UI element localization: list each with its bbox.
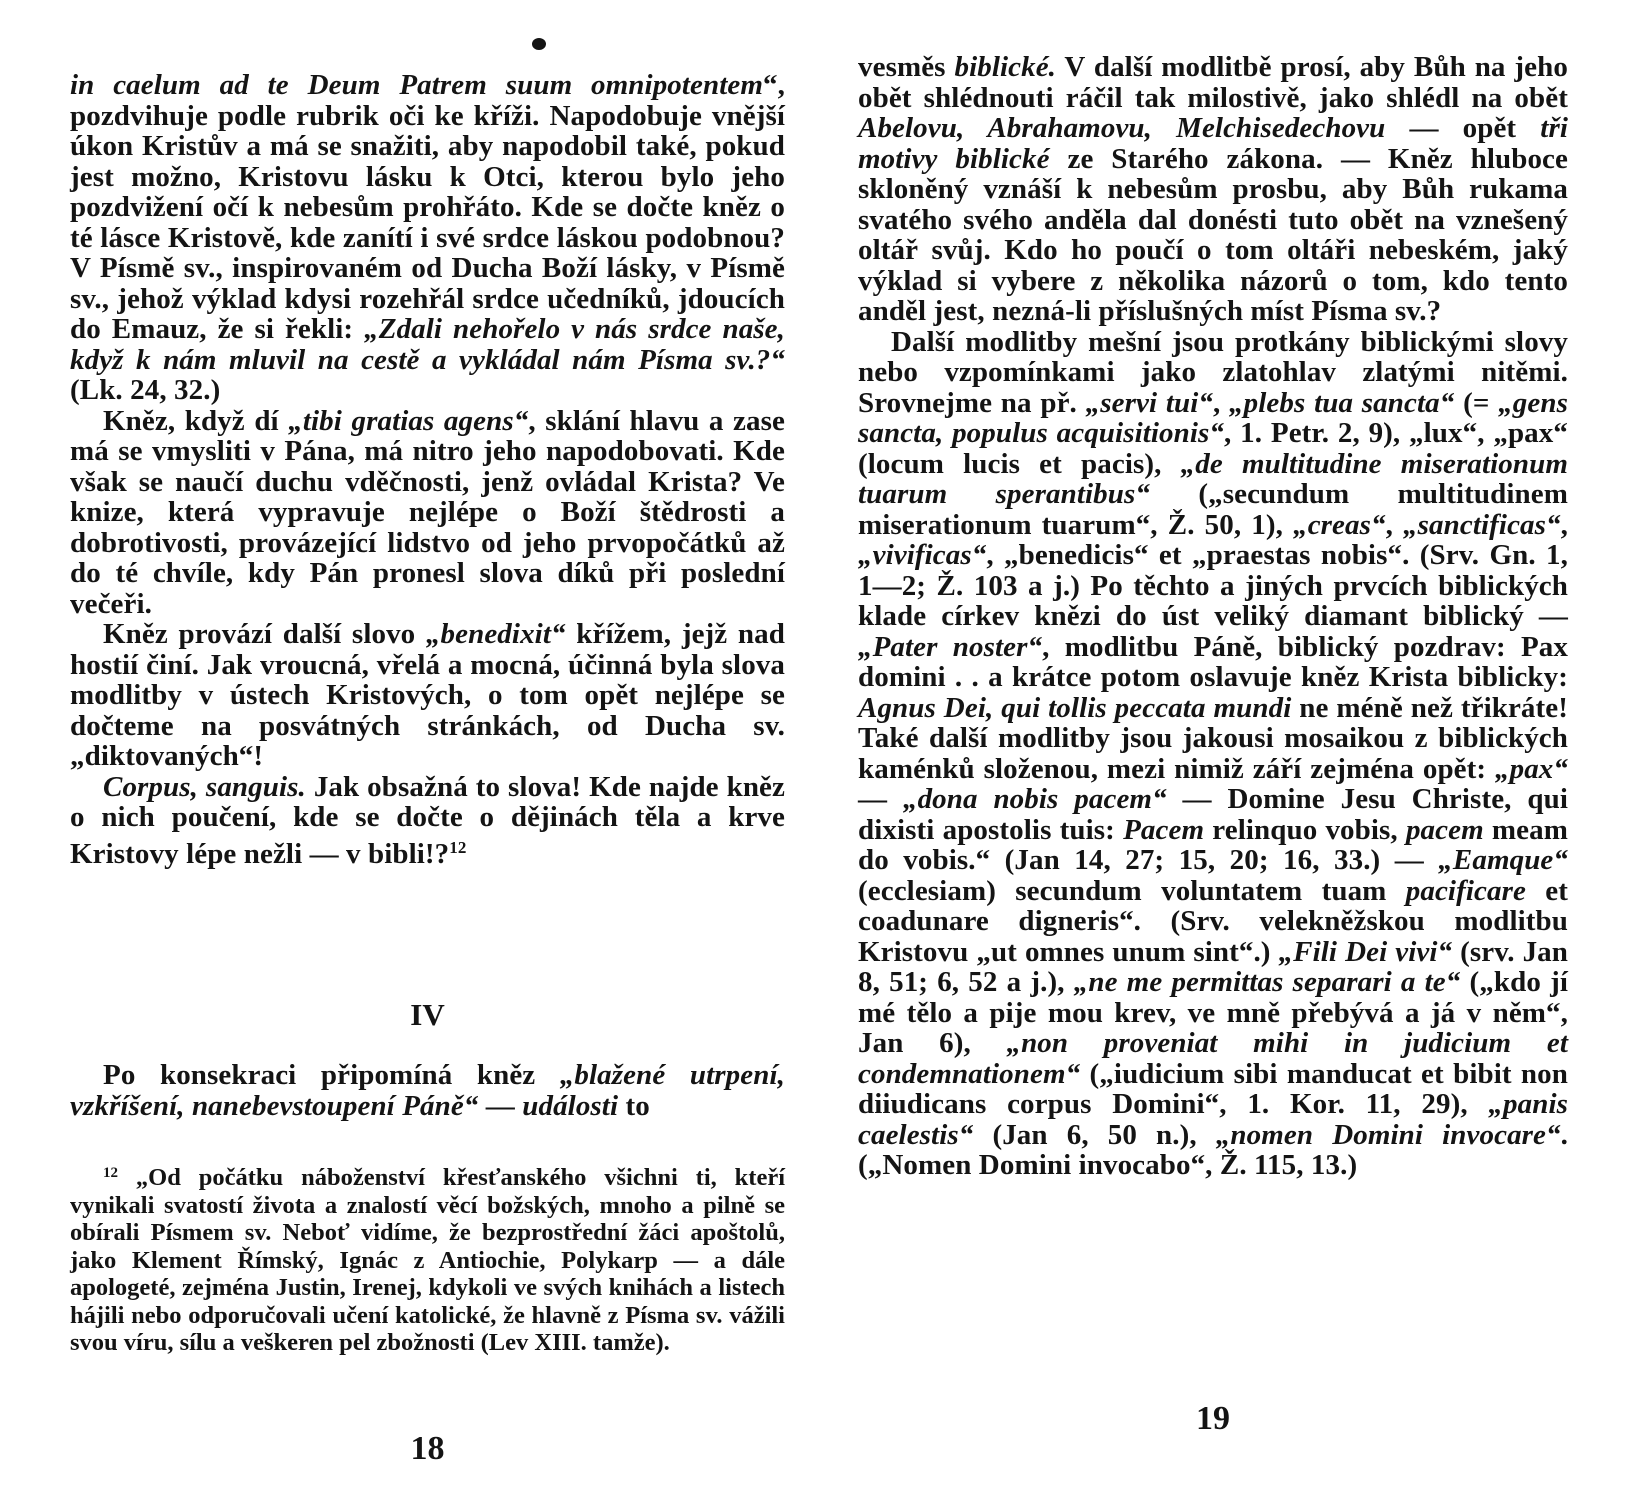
text-run: “, pozdvihuje podle rubrik oči ke kříži. Napodobuje vnější úkon Kristův a má se snažiti, aby napodobil také, pokud jest možno, Kristovu lásku k Otci, kterou bylo jeho pozdvižení očí k nebesům prohřáto. Kde se dočte kněz o té lásce Kristově, kde zanítí i své srdce láskou podobnou? V Písmě sv., inspirovaném od Ducha Boží lásky, v Písmě sv., jehož výklad kdysi rozehřál srdce učedníků, jdoucích do Emauz, že si řekli: (70, 69, 785, 345)
text-run: , (1560, 508, 1568, 541)
text-run: , modlitbu Páně, biblický pozdrav: Pax domini . . a krátce potom oslavuje kněz Krista biblicky: (858, 630, 1568, 693)
paragraph (70, 619, 785, 772)
left-page (70, 0, 785, 1500)
paragraph (70, 406, 785, 620)
italic-phrase: „Zdali nehořelo v nás srdce naše, když k nám mluvil na cestě a vykládal nám Písma sv.?“ (70, 313, 785, 376)
footnote-marker: 12 (103, 1165, 118, 1181)
italic-phrase: tři motivy biblické (858, 112, 1568, 175)
text-run: Kněz provází další slovo (103, 618, 426, 650)
text-run: , sklání hlavu a zase má se vmysliti v Pána, má nitro jeho napodobovati. Kde však se naučí duchu vděčnosti, jenž ovládal Krista? Ve knize, která vypravuje nejlépe o Boží štědrosti a dobrotivosti, provázející lidstvo od jeho prvopočátků až do té chvíle, kdy Pán pronesl slova díků při poslední večeři. (70, 404, 785, 620)
page-number-left: 18 (410, 1430, 445, 1467)
italic-phrase: „Eamque“ (1438, 844, 1568, 876)
left-section-paragraph (70, 1060, 785, 1121)
italic-phrase: „dona nobis pacem“ (902, 783, 1167, 815)
text-run: relinquo vobis, (1204, 813, 1406, 846)
text-run: — opět (1385, 112, 1541, 144)
text-run: („secundum multitudinem miserationum tuarum“, Ž. 50, 1), (858, 478, 1568, 541)
text-run: (srv. Jan 8, 51; 6, 52 a j.), (858, 935, 1568, 998)
text-run: Jak obsažná to slova! Kde najde kněz o nich poučení, kde se dočte o dějinách těla a krve Kristovy lépe nežli — v bibli!? (70, 770, 785, 870)
italic-phrase: „plebs tua sancta“ (1229, 386, 1455, 419)
page-number-right: 19 (1196, 1400, 1230, 1437)
text-run: Po konsekraci připomíná kněz (103, 1059, 560, 1091)
text-run: to (618, 1089, 650, 1122)
paragraph (70, 70, 785, 406)
text-run: (Lk. 24, 32.) (70, 374, 221, 406)
italic-phrase: „creas“ (1293, 508, 1386, 541)
footnote-reference: 12 (449, 837, 467, 857)
paragraph (858, 52, 1568, 327)
italic-phrase: „Pater noster“ (858, 630, 1043, 663)
italic-phrase: „sanctificas“ (1403, 508, 1561, 541)
italic-phrase: „benedixit“ (425, 618, 566, 650)
italic-phrase: pacem (1405, 813, 1484, 846)
left-body-text (70, 70, 785, 869)
italic-phrase: „servi tui“ (1085, 386, 1213, 419)
italic-phrase: „Fili Dei vivi“ (1278, 935, 1453, 968)
text-run: (Jan 6, 50 n.), (973, 1118, 1216, 1151)
italic-phrase: „non proveniat mihi in judicium et condemnationem“ (858, 1027, 1568, 1090)
italic-phrase: „nomen Domini invocare“ (1215, 1118, 1561, 1151)
italic-phrase: Abelovu, Abrahamovu, Melchisedechovu (858, 112, 1386, 144)
right-page (858, 0, 1568, 1500)
text-run: křížem, jejž nad hostií činí. Jak vroucná, vřelá a mocná, účinná byla slova modlitby v ústech Kristových, o tom opět nejlépe se dočteme na posvátných stránkách, od Ducha sv. „diktovaných“! (70, 618, 785, 772)
text-run: ne méně než třikráte! Také další modlitby jsou jakousi mosaikou z biblických kaménků složenou, mezi nimiž září zejména opět: (858, 691, 1569, 785)
italic-phrase: pacificare (1405, 874, 1526, 907)
right-body-text (858, 52, 1568, 1181)
text-run: — (478, 1089, 523, 1122)
italic-phrase: události (522, 1089, 619, 1122)
text-run: et coadunare digneris“. (Srv. velekněžskou modlitbu Kristovu „ut omnes unum sint“.) (858, 874, 1568, 968)
text-run: — (858, 783, 903, 815)
text-run: („iudicium sibi manducat et bibit non diiudicans corpus Domini“, 1. Kor. 11, 29), (858, 1057, 1568, 1120)
italic-phrase: „tibi gratias agens“ (288, 404, 529, 437)
text-run: , (1212, 386, 1230, 419)
text-run: ze Starého zákona. — Kněz hluboce skloněný vznáší k nebesům prosbu, aby Bůh rukama svatého svého anděla dal donésti tuto obět na vznešený oltář svůj. Kdo ho poučí o tom oltáři nebeském, jaký výklad si vybere z několika názorů o tom, kdo tento anděl jest, nezná-li příslušných míst Písma sv.? (858, 142, 1568, 327)
paragraph (858, 327, 1568, 1181)
italic-phrase: „blažené utrpení, vzkříšení, nanebevstoupení Páně“ (70, 1059, 785, 1122)
text-run: Kněz, když dí (103, 404, 289, 437)
italic-phrase: „de multitudine miserationum tuarum sperantibus“ (858, 447, 1568, 510)
text-run: (= (1454, 386, 1499, 419)
italic-phrase: Corpus, sanguis. (103, 770, 306, 803)
italic-phrase: „pax“ (1495, 752, 1568, 785)
printer-mark (532, 38, 546, 50)
italic-phrase: biblické. (954, 51, 1057, 83)
italic-phrase: „panis caelestis“ (858, 1088, 1568, 1151)
footnote-12 (70, 1160, 785, 1357)
section-heading: IV (410, 997, 445, 1032)
text-run: V další modlitbě prosí, aby Bůh na jeho obět shlédnouti ráčil tak milostivě, jako shlédl na obět (858, 51, 1568, 114)
text-run: , „benedicis“ et „praestas nobis“. (Srv. Gn. 1, 1—2; Ž. 103 a j.) Po těchto a jiných prvcích biblických klade církev knězi do úst veliký diamant biblický — (858, 539, 1568, 632)
paragraph (70, 1060, 785, 1121)
text-run: Další modlitby mešní jsou protkány biblickými slovy nebo vzpomínkami jako zlatohlav zlatými nitěmi. Srovnejme na př. (858, 325, 1568, 419)
text-run: („kdo jí mé tělo a pije mou krev, ve mně přebývá a já v něm“, Jan 6), (858, 966, 1568, 1059)
paragraph (70, 772, 785, 870)
italic-phrase: „gens sancta, populus acquisitionis“ (858, 386, 1568, 449)
italic-phrase: „vivificas“ (858, 539, 987, 571)
text-run: . („Nomen Domini invocabo“, Ž. 115, 13.) (858, 1118, 1568, 1181)
italic-phrase: in caelum ad te Deum Patrem suum omnipotentem (70, 69, 764, 101)
italic-phrase: „ne me permittas separari a te“ (1073, 966, 1461, 998)
text-run: vesměs (858, 51, 955, 83)
italic-phrase: Pacem (1123, 813, 1205, 846)
italic-phrase: Agnus Dei, qui tollis peccata mundi (858, 691, 1292, 724)
text-run: , (1385, 508, 1404, 541)
text-run: (ecclesiam) secundum voluntatem tuam (858, 874, 1406, 907)
footnote-text: „Od počátku náboženství křesťanského všichni ti, kteří vynikali svatostí života a znalostí věcí božských, mnoho a pilně se obírali Písmem sv. Neboť vidíme, že bezprostřední žáci apoštolů, jako Klement Římský, Ignác z Antiochie, Polykarp — a dále apologeté, zejména Justin, Irenej, kdykoli ve svých knihách a listech hájili nebo odporučovali učení katolické, že hlavně z Písma sv. vážili svou víru, sílu a veškeren pel zbožnosti (Lev XIII. tamže). (70, 1164, 786, 1356)
text-run: meam do vobis.“ (Jan 14, 27; 15, 20; 16, 33.) — (858, 813, 1568, 876)
text-run: , 1. Petr. 2, 9), „lux“, „pax“ (locum lucis et pacis), (858, 417, 1568, 480)
text-run: — Domine Jesu Christe, qui dixisti apostolis tuis: (858, 783, 1568, 846)
